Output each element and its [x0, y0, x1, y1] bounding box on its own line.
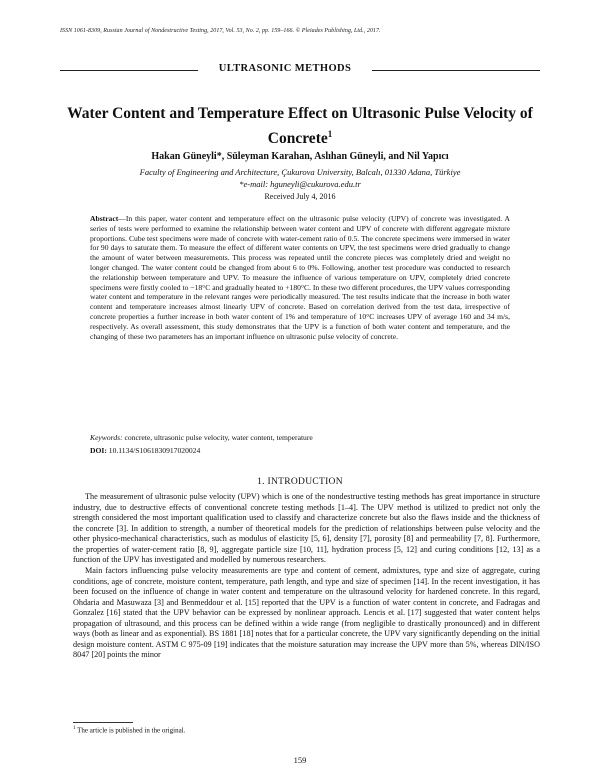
footnote-rule — [73, 722, 133, 723]
received-date: Received July 4, 2016 — [264, 192, 336, 201]
body-paragraph-1 — [73, 492, 540, 566]
affiliation-block — [60, 166, 540, 190]
body-paragraph-2 — [73, 566, 540, 661]
section-label: ULTRASONIC METHODS — [218, 63, 352, 74]
section-rule-left — [60, 70, 198, 71]
paragraph-text: The measurement of ultrasonic pulse velocity (UPV) which is one of the nondestructive testing methods has great importance in structure industry, due to destructive effects of conventional concrete testing methods [1–4]. The UPV method is utilized to predict not only the strength considered the most important qualification used to classify and characterize concrete but also the flaws inside and the thickness of the concrete [3]. In addition to strength, a number of theoretical models for the prediction of relationships between pulse velocity and the other physico-mechanical characteristics, such as modulus of elasticity [5, 6], density [7], porosity [8] and permeability [7, 8]. Furthermore, the properties of water-cement ratio [8, 9], aggregate particle size [10, 11], hydration process [5, 12] and curing conditions [12, 13] as a function of the UPV has investigated and modelled by numerous researchers. — [73, 492, 540, 564]
title-footnote-mark: 1 — [327, 129, 333, 139]
keywords-label: Keywords: — [90, 433, 123, 442]
page-number: 159 — [293, 755, 307, 765]
doi-label: DOI: — [90, 446, 107, 455]
footnote — [73, 726, 185, 734]
title-text: Water Content and Temperature Effect on Ultrasonic Pulse Velocity of Concrete — [67, 105, 533, 148]
abstract-label: Abstract — [90, 214, 119, 223]
keywords — [90, 433, 510, 442]
keywords-text: concrete, ultrasonic pulse velocity, water content, temperature — [124, 433, 313, 442]
footnote-mark: 1 — [73, 726, 76, 731]
abstract-dash: — — [118, 214, 126, 223]
paragraph-text: Main factors influencing pulse velocity measurements are type and content of cement, admixtures, type and size of aggregate, curing conditions, age of concrete, moisture content, temperature, path length, and type and size of specimen [14]. In the recent investigation, it has been focused on the influence of change in water content and temperature on the ultrasound velocity for hardened concrete. In this regard, Ohdaria and Masuwaza [3] and Benmeddour et al. [15] reported that the UPV is a function of water content in concrete, and Fadragas and Gonzalez [16] stated that the UPV behavior can be expressed by nonlinear approach. Lencis et al. [17] suggested that water content helps propagation of ultrasound, and this process can be defined within a wide range (from negligible to drastically pronounced) and in different ways (both as linear and as exponential). BS 1881 [18] notes that for a particular concrete, the UPV vary significantly depending on the initial design moisture content. ASTM C 975-09 [19] indicates that the moisture saturation may increase the UPV more than 5%, whereas DIN/ISO 8047 [20] points the minor — [73, 566, 540, 659]
section-heading-introduction: 1. INTRODUCTION — [257, 477, 343, 487]
doi — [90, 446, 510, 455]
affiliation: Faculty of Engineering and Architecture, Çukurova University, Balcalı, 01330 Adana, Türkiye — [139, 167, 461, 177]
doi-value: 10.1134/S1061830917020024 — [108, 446, 201, 455]
section-rule-right — [372, 70, 540, 71]
footnote-text: The article is published in the original. — [77, 726, 186, 735]
abstract-text: In this paper, water content and temperature effect on the ultrasonic pulse velocity (UPV) of concrete was investigated. A series of tests were performed to examine the relationship between water content and UPV of concrete with different aggregate mixture proportions. Cube test specimens were made of concrete with water-cement ratio of 0.5. The concrete specimens were immersed in water for 90 days to saturate them. To measure the effect of different water contents on UPV, the test specimens were dried gradually to change the amount of water between measurements. This process was repeated until the concrete pieces was completely dried and weight no longer changed. The water content could be changed from about 6 to 0%. Following, another test procedure was conducted to research the relationship between temperature and UPV. To measure the influence of various temperature on UPV, completely dried concrete specimens were firstly cooled to −18°C and gradually heated to +180°C. In these two different procedures, the UPV values corresponding water content and temperature in the relevant ranges were periodically measured. The test results indicate that the increase in both water content and temperature increases almost linearly UPV of concrete. Based on correlation derived from the test data, irrespective of concrete properties a further increase in both water content of 1% and temperature of 10°C increases UPV of average 160 and 34 m/s, respectively. As overall assessment, this study demonstrates that the UPV is a function of both water content and temperature, and the changing of these two parameters has an important influence on ultrasonic pulse velocity of concrete. — [90, 214, 510, 341]
journal-header: ISSN 1061-8309, Russian Journal of Nondestructive Testing, 2017, Vol. 53, No. 2, pp. 159–166. © Pleiades Publishing, Ltd., 2017. — [60, 28, 381, 34]
paper-title — [60, 104, 540, 149]
author-email: *e-mail: hguneyli@cukurova.edu.tr — [239, 179, 361, 189]
authors: Hakan Güneyli*, Süleyman Karahan, Aslıhan Güneyli, and Nil Yapıcı — [151, 151, 449, 162]
abstract — [90, 214, 510, 341]
